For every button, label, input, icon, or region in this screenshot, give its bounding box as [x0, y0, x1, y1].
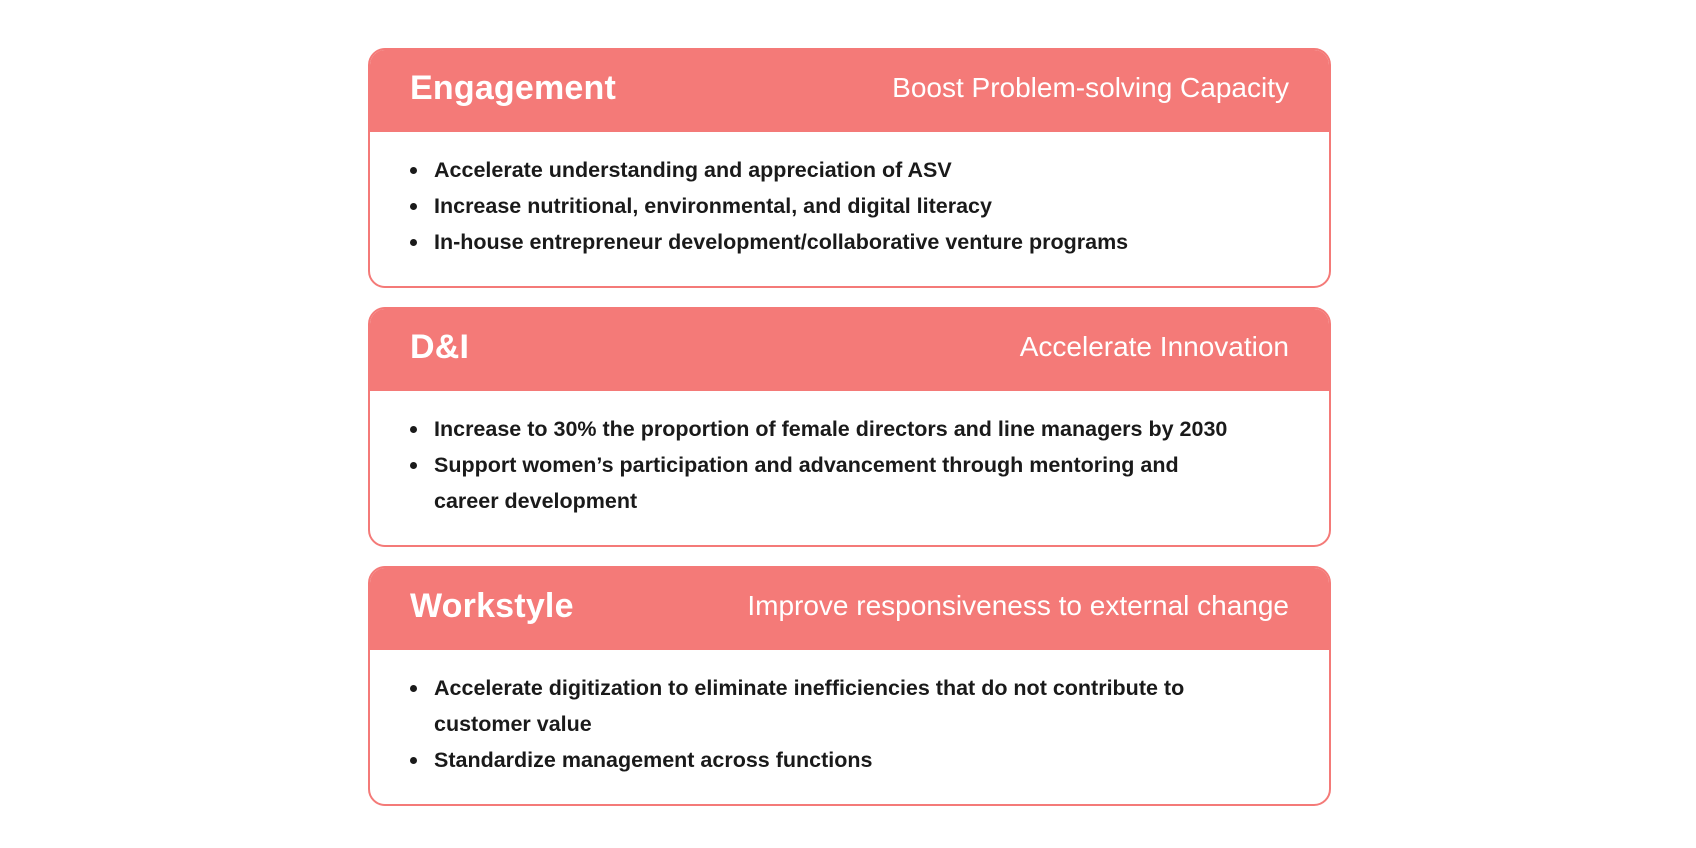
card-workstyle	[368, 566, 1331, 806]
bullet-text: Accelerate digitization to eliminate inefficiencies that do not contribute to customer value	[434, 676, 1185, 736]
bullet-item	[410, 152, 1299, 188]
bullet-dot-icon	[410, 685, 417, 692]
bullet-list	[410, 411, 1299, 519]
bullet-list	[410, 152, 1299, 260]
card-subtitle: Boost Problem-solving Capacity	[892, 72, 1289, 103]
card-dni	[368, 307, 1331, 547]
card-body	[370, 650, 1329, 798]
bullet-list	[410, 670, 1299, 778]
bullet-dot-icon	[410, 167, 417, 174]
bullet-dot-icon	[410, 239, 417, 246]
bullet-text: Accelerate understanding and appreciation of ASV	[434, 158, 952, 182]
card-subtitle: Accelerate Innovation	[1019, 331, 1289, 362]
card-engagement	[368, 48, 1331, 288]
initiatives-stack	[368, 48, 1331, 825]
bullet-item	[410, 411, 1299, 447]
card-title: Engagement	[410, 68, 617, 107]
bullet-text: Increase nutritional, environmental, and digital literacy	[434, 194, 992, 218]
card-subtitle: Improve responsiveness to external change	[747, 590, 1289, 621]
bullet-text: Support women’s participation and advancement through mentoring and career development	[434, 453, 1179, 513]
card-title: Workstyle	[410, 586, 574, 625]
card-body	[370, 391, 1329, 539]
card-header	[370, 50, 1329, 132]
bullet-text: Standardize management across functions	[434, 748, 873, 772]
bullet-dot-icon	[410, 757, 417, 764]
bullet-text: In-house entrepreneur development/collaborative venture programs	[434, 230, 1129, 254]
bullet-item	[410, 670, 1299, 742]
bullet-item	[410, 188, 1299, 224]
card-header	[370, 309, 1329, 391]
bullet-item	[410, 447, 1299, 519]
bullet-text: Increase to 30% the proportion of female directors and line managers by 2030	[434, 417, 1228, 441]
card-body	[370, 132, 1329, 280]
bullet-dot-icon	[410, 426, 417, 433]
bullet-item	[410, 742, 1299, 778]
bullet-dot-icon	[410, 462, 417, 469]
bullet-dot-icon	[410, 203, 417, 210]
card-title: D&I	[410, 327, 470, 366]
card-header	[370, 568, 1329, 650]
bullet-item	[410, 224, 1299, 260]
